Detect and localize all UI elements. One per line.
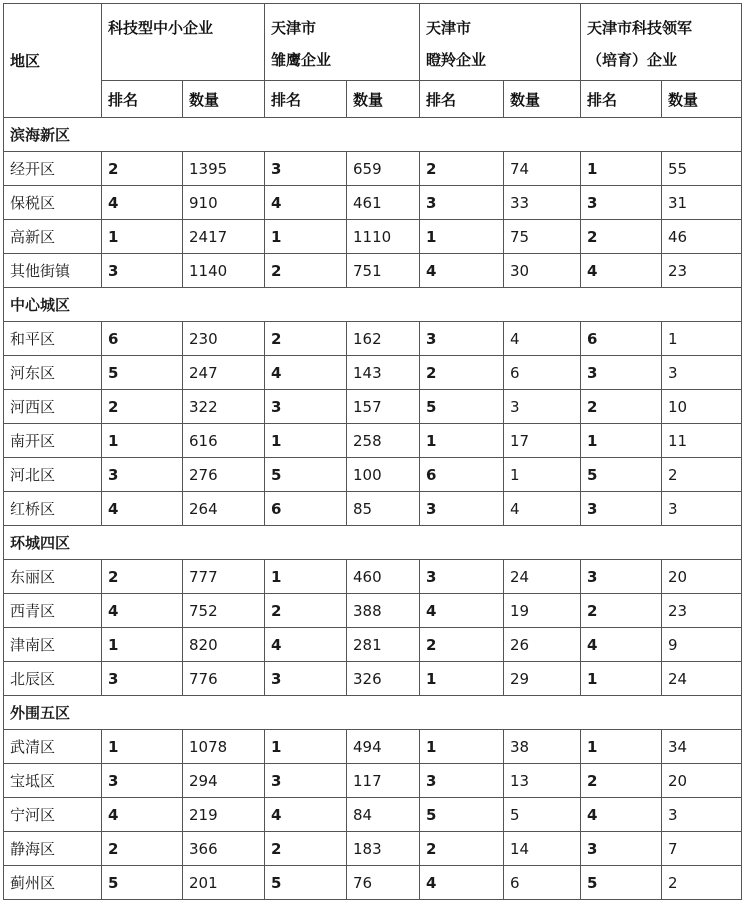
header-row-groups [4,4,742,81]
group-header-line1: 天津市 [271,19,317,37]
rank-cell: 5 [265,866,347,900]
rank-column-header: 排名 [102,81,183,118]
rank-cell: 4 [581,798,662,832]
rank-cell: 2 [102,560,183,594]
group-header-line2: （培育）企业 [587,51,678,69]
count-column-header: 数量 [504,81,581,118]
table-row [4,254,742,288]
count-cell: 85 [347,492,420,526]
count-cell: 17 [504,424,581,458]
count-cell: 23 [662,594,742,628]
rank-cell: 5 [102,866,183,900]
rank-cell: 3 [581,832,662,866]
rank-cell: 3 [102,254,183,288]
count-cell: 1395 [183,152,265,186]
rank-cell: 1 [420,424,504,458]
group-header-sme [102,4,265,81]
count-cell: 5 [504,798,581,832]
count-cell: 3 [504,390,581,424]
count-cell: 3 [662,356,742,390]
count-cell: 1 [662,322,742,356]
count-cell: 461 [347,186,420,220]
count-cell: 31 [662,186,742,220]
rank-cell: 1 [102,628,183,662]
rank-cell: 5 [265,458,347,492]
count-column-header: 数量 [662,81,742,118]
count-cell: 751 [347,254,420,288]
count-cell: 34 [662,730,742,764]
rank-cell: 2 [265,594,347,628]
rank-cell: 5 [420,798,504,832]
count-cell: 19 [504,594,581,628]
count-cell: 13 [504,764,581,798]
table-row [4,356,742,390]
rank-cell: 1 [581,730,662,764]
region-cell: 武清区 [4,730,102,764]
rank-cell: 4 [265,798,347,832]
rank-cell: 1 [102,424,183,458]
rank-cell: 3 [420,560,504,594]
rank-cell: 4 [102,492,183,526]
table-row [4,424,742,458]
rank-cell: 6 [265,492,347,526]
count-cell: 247 [183,356,265,390]
group-title: 滨海新区 [4,118,742,152]
table-row [4,594,742,628]
count-cell: 2 [662,866,742,900]
rank-cell: 3 [420,492,504,526]
count-cell: 143 [347,356,420,390]
group-header-line1: 天津市 [426,19,472,37]
count-cell: 183 [347,832,420,866]
count-cell: 10 [662,390,742,424]
count-cell: 33 [504,186,581,220]
region-cell: 津南区 [4,628,102,662]
rank-cell: 4 [420,866,504,900]
rank-cell: 2 [420,628,504,662]
table-row [4,764,742,798]
count-cell: 776 [183,662,265,696]
count-cell: 1110 [347,220,420,254]
region-cell: 经开区 [4,152,102,186]
count-cell: 23 [662,254,742,288]
rank-cell: 3 [265,662,347,696]
rank-cell: 3 [581,492,662,526]
count-cell: 29 [504,662,581,696]
table-row [4,492,742,526]
region-cell: 和平区 [4,322,102,356]
count-cell: 20 [662,560,742,594]
rank-cell: 6 [102,322,183,356]
rank-cell: 2 [102,152,183,186]
rank-column-header: 排名 [265,81,347,118]
group-header-line2: 瞪羚企业 [426,51,487,69]
group-row [4,118,742,152]
count-cell: 616 [183,424,265,458]
rank-cell: 1 [420,220,504,254]
table-body [4,118,742,900]
count-cell: 388 [347,594,420,628]
count-cell: 276 [183,458,265,492]
header-row-subcolumns [4,81,742,118]
rank-cell: 2 [420,152,504,186]
rank-cell: 4 [581,628,662,662]
table-row [4,390,742,424]
region-cell: 宁河区 [4,798,102,832]
rank-cell: 6 [581,322,662,356]
rank-cell: 4 [102,186,183,220]
rank-cell: 3 [265,764,347,798]
rank-cell: 3 [581,186,662,220]
rank-cell: 5 [581,458,662,492]
table-row [4,662,742,696]
rank-cell: 5 [102,356,183,390]
count-cell: 2 [662,458,742,492]
region-cell: 河东区 [4,356,102,390]
region-column-header: 地区 [4,4,102,118]
rank-cell: 4 [420,594,504,628]
rank-cell: 1 [265,560,347,594]
count-cell: 74 [504,152,581,186]
count-cell: 820 [183,628,265,662]
rank-cell: 3 [420,186,504,220]
count-cell: 366 [183,832,265,866]
count-cell: 157 [347,390,420,424]
count-cell: 6 [504,866,581,900]
region-cell: 高新区 [4,220,102,254]
rank-cell: 2 [581,594,662,628]
count-cell: 1140 [183,254,265,288]
rank-cell: 6 [420,458,504,492]
count-cell: 201 [183,866,265,900]
group-row [4,696,742,730]
rank-column-header: 排名 [420,81,504,118]
table-row [4,832,742,866]
rank-cell: 1 [420,662,504,696]
rank-cell: 2 [265,322,347,356]
count-cell: 1078 [183,730,265,764]
rank-cell: 4 [265,356,347,390]
count-cell: 11 [662,424,742,458]
count-cell: 75 [504,220,581,254]
rank-cell: 3 [420,764,504,798]
rank-cell: 2 [420,832,504,866]
count-cell: 4 [504,322,581,356]
table-row [4,730,742,764]
rank-cell: 2 [265,832,347,866]
group-header-line1: 天津市科技领军 [587,19,693,37]
count-cell: 264 [183,492,265,526]
count-cell: 2417 [183,220,265,254]
region-cell: 北辰区 [4,662,102,696]
count-cell: 38 [504,730,581,764]
region-cell: 红桥区 [4,492,102,526]
table-row [4,186,742,220]
rank-cell: 4 [265,628,347,662]
count-cell: 76 [347,866,420,900]
rank-cell: 1 [102,730,183,764]
count-cell: 294 [183,764,265,798]
count-cell: 84 [347,798,420,832]
count-cell: 326 [347,662,420,696]
group-header-leader [581,4,742,81]
count-cell: 6 [504,356,581,390]
group-header-line1: 科技型中小企业 [108,19,214,37]
rank-cell: 3 [265,390,347,424]
rank-cell: 4 [102,798,183,832]
table-row [4,798,742,832]
count-cell: 26 [504,628,581,662]
rank-cell: 5 [420,390,504,424]
region-cell: 东丽区 [4,560,102,594]
table-row [4,560,742,594]
count-cell: 100 [347,458,420,492]
rank-cell: 2 [581,764,662,798]
rank-cell: 4 [420,254,504,288]
count-cell: 4 [504,492,581,526]
count-cell: 117 [347,764,420,798]
count-cell: 46 [662,220,742,254]
count-column-header: 数量 [183,81,265,118]
group-title: 外围五区 [4,696,742,730]
count-column-header: 数量 [347,81,420,118]
group-header-eaglet [265,4,420,81]
rank-cell: 1 [265,730,347,764]
rank-cell: 1 [265,220,347,254]
count-cell: 659 [347,152,420,186]
rank-cell: 4 [265,186,347,220]
rank-cell: 2 [102,832,183,866]
count-cell: 219 [183,798,265,832]
region-cell: 蓟州区 [4,866,102,900]
rank-cell: 1 [102,220,183,254]
table-row [4,152,742,186]
group-title: 中心城区 [4,288,742,322]
group-header-gazelle [420,4,581,81]
rank-cell: 3 [102,764,183,798]
count-cell: 3 [662,492,742,526]
rank-cell: 4 [581,254,662,288]
count-cell: 30 [504,254,581,288]
rank-cell: 1 [581,424,662,458]
region-cell: 南开区 [4,424,102,458]
table-row [4,866,742,900]
rank-cell: 2 [581,220,662,254]
rank-cell: 3 [581,356,662,390]
count-cell: 1 [504,458,581,492]
count-cell: 24 [662,662,742,696]
group-row [4,526,742,560]
rank-cell: 2 [420,356,504,390]
enterprise-ranking-table [3,3,742,900]
count-cell: 55 [662,152,742,186]
region-cell: 静海区 [4,832,102,866]
rank-cell: 3 [420,322,504,356]
count-cell: 494 [347,730,420,764]
rank-cell: 3 [102,458,183,492]
count-cell: 460 [347,560,420,594]
group-header-line2: 雏鹰企业 [271,51,332,69]
count-cell: 230 [183,322,265,356]
rank-cell: 1 [581,152,662,186]
rank-cell: 4 [102,594,183,628]
rank-column-header: 排名 [581,81,662,118]
table-row [4,220,742,254]
count-cell: 7 [662,832,742,866]
rank-cell: 3 [102,662,183,696]
count-cell: 9 [662,628,742,662]
rank-cell: 2 [265,254,347,288]
rank-cell: 2 [102,390,183,424]
rank-cell: 1 [581,662,662,696]
count-cell: 24 [504,560,581,594]
rank-cell: 1 [265,424,347,458]
table-row [4,322,742,356]
region-cell: 西青区 [4,594,102,628]
count-cell: 752 [183,594,265,628]
count-cell: 258 [347,424,420,458]
group-title: 环城四区 [4,526,742,560]
region-cell: 其他街镇 [4,254,102,288]
rank-cell: 1 [420,730,504,764]
rank-cell: 2 [581,390,662,424]
count-cell: 322 [183,390,265,424]
region-cell: 宝坻区 [4,764,102,798]
table-row [4,628,742,662]
count-cell: 777 [183,560,265,594]
group-row [4,288,742,322]
rank-cell: 3 [581,560,662,594]
region-cell: 河北区 [4,458,102,492]
rank-cell: 3 [265,152,347,186]
count-cell: 14 [504,832,581,866]
count-cell: 20 [662,764,742,798]
count-cell: 3 [662,798,742,832]
count-cell: 281 [347,628,420,662]
region-cell: 保税区 [4,186,102,220]
count-cell: 910 [183,186,265,220]
table-row [4,458,742,492]
region-cell: 河西区 [4,390,102,424]
count-cell: 162 [347,322,420,356]
rank-cell: 5 [581,866,662,900]
